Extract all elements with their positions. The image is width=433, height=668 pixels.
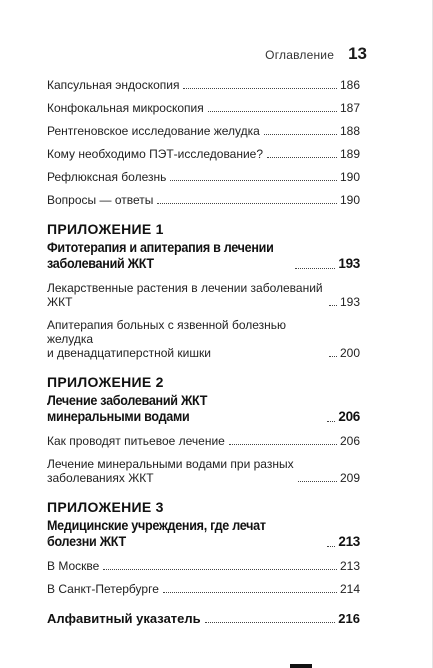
bottom-edge-mark [290, 664, 312, 668]
toc-entry-label: Лекарственные растения в лечении заболеваний ЖКТ [47, 281, 323, 309]
toc-entry-label: Вопросы — ответы [47, 193, 154, 207]
dot-leader [329, 356, 337, 357]
dot-leader [205, 622, 336, 623]
toc-entry-page: 193 [339, 295, 360, 309]
appendix-3-heading: ПРИЛОЖЕНИЕ 3 [47, 499, 164, 515]
toc-entry-page: 209 [339, 471, 360, 485]
toc-entry-page: 187 [339, 101, 360, 115]
toc-entry-xray-stomach[interactable] [47, 124, 360, 138]
toc-entry-mineral-waters[interactable] [47, 457, 360, 485]
toc-entry-appendix-1-title[interactable] [47, 240, 360, 272]
toc-entry-page: 200 [339, 346, 360, 360]
toc-entry-page: 216 [338, 611, 360, 626]
dot-leader [329, 305, 337, 306]
toc-entry-page: 206 [338, 409, 360, 424]
toc-entry-page: 190 [339, 170, 360, 184]
dot-leader [295, 268, 336, 269]
toc-entry-saint-petersburg[interactable] [47, 582, 360, 596]
appendix-2-heading: ПРИЛОЖЕНИЕ 2 [47, 374, 164, 390]
toc-entry-pet[interactable] [47, 147, 360, 161]
toc-entry-label: Рефлюксная болезнь [47, 170, 167, 184]
toc-entry-page: 206 [339, 434, 360, 448]
dot-leader [327, 546, 335, 547]
dot-leader [208, 111, 337, 112]
toc-entry-drinking-treatment[interactable] [47, 434, 360, 448]
toc-entry-appendix-3-title[interactable] [47, 518, 360, 550]
toc-entry-apitherapy[interactable] [47, 318, 360, 360]
toc-entry-label: Лечение минеральными водами при разных заболеваниях ЖКТ [47, 457, 294, 485]
running-header [265, 44, 367, 64]
toc-entry-page: 186 [339, 78, 360, 92]
dot-leader [103, 569, 337, 570]
appendix-1-heading: ПРИЛОЖЕНИЕ 1 [47, 221, 164, 237]
toc-entry-page: 214 [339, 582, 360, 596]
toc-entry-label: Алфавитный указатель [47, 611, 201, 626]
page-number: 13 [348, 44, 367, 63]
toc-entry-label: Кому необходимо ПЭТ-исследование? [47, 147, 264, 161]
toc-entry-capsule-endoscopy[interactable] [47, 78, 360, 92]
toc-entry-appendix-2-title[interactable] [47, 393, 360, 425]
toc-entry-page: 188 [339, 124, 360, 138]
toc-entry-label: Конфокальная микроскопия [47, 101, 204, 115]
table-of-contents [47, 78, 360, 635]
toc-entry-label: Лечение заболеваний ЖКТ минеральными водами [47, 393, 208, 424]
toc-entry-page: 213 [338, 534, 360, 549]
toc-entry-page: 189 [339, 147, 360, 161]
dot-leader [183, 88, 337, 89]
toc-entry-label: Апитерапия больных с язвенной болезнью желудка и двенадцатиперстной кишки [47, 318, 287, 360]
toc-entry-label: Медицинские учреждения, где лечат болезни ЖКТ [47, 518, 266, 549]
toc-entry-label: Рентгеновское исследование желудка [47, 124, 260, 138]
toc-entry-moscow[interactable] [47, 559, 360, 573]
running-header-title: Оглавление [265, 48, 335, 62]
toc-entry-page: 193 [338, 256, 360, 271]
toc-entry-label: Капсульная эндоскопия [47, 78, 180, 92]
dot-leader [327, 421, 335, 422]
toc-entry-label: В Санкт-Петербурге [47, 582, 159, 596]
toc-entry-reflux[interactable] [47, 170, 360, 184]
toc-entry-label: В Москве [47, 559, 100, 573]
toc-entry-label: Как проводят питьевое лечение [47, 434, 225, 448]
dot-leader [170, 180, 337, 181]
dot-leader [157, 203, 337, 204]
dot-leader [229, 444, 337, 445]
toc-entry-medicinal-plants[interactable] [47, 281, 360, 309]
toc-entry-confocal-microscopy[interactable] [47, 101, 360, 115]
toc-entry-alphabetical-index[interactable] [47, 611, 360, 626]
dot-leader [267, 157, 337, 158]
dot-leader [163, 592, 337, 593]
dot-leader [264, 134, 337, 135]
toc-entry-label: Фитотерапия и апитерапия в лечении заболеваний ЖКТ [47, 240, 274, 271]
toc-entry-qa[interactable] [47, 193, 360, 207]
dot-leader [298, 481, 337, 482]
toc-entry-page: 213 [339, 559, 360, 573]
toc-entry-page: 190 [339, 193, 360, 207]
